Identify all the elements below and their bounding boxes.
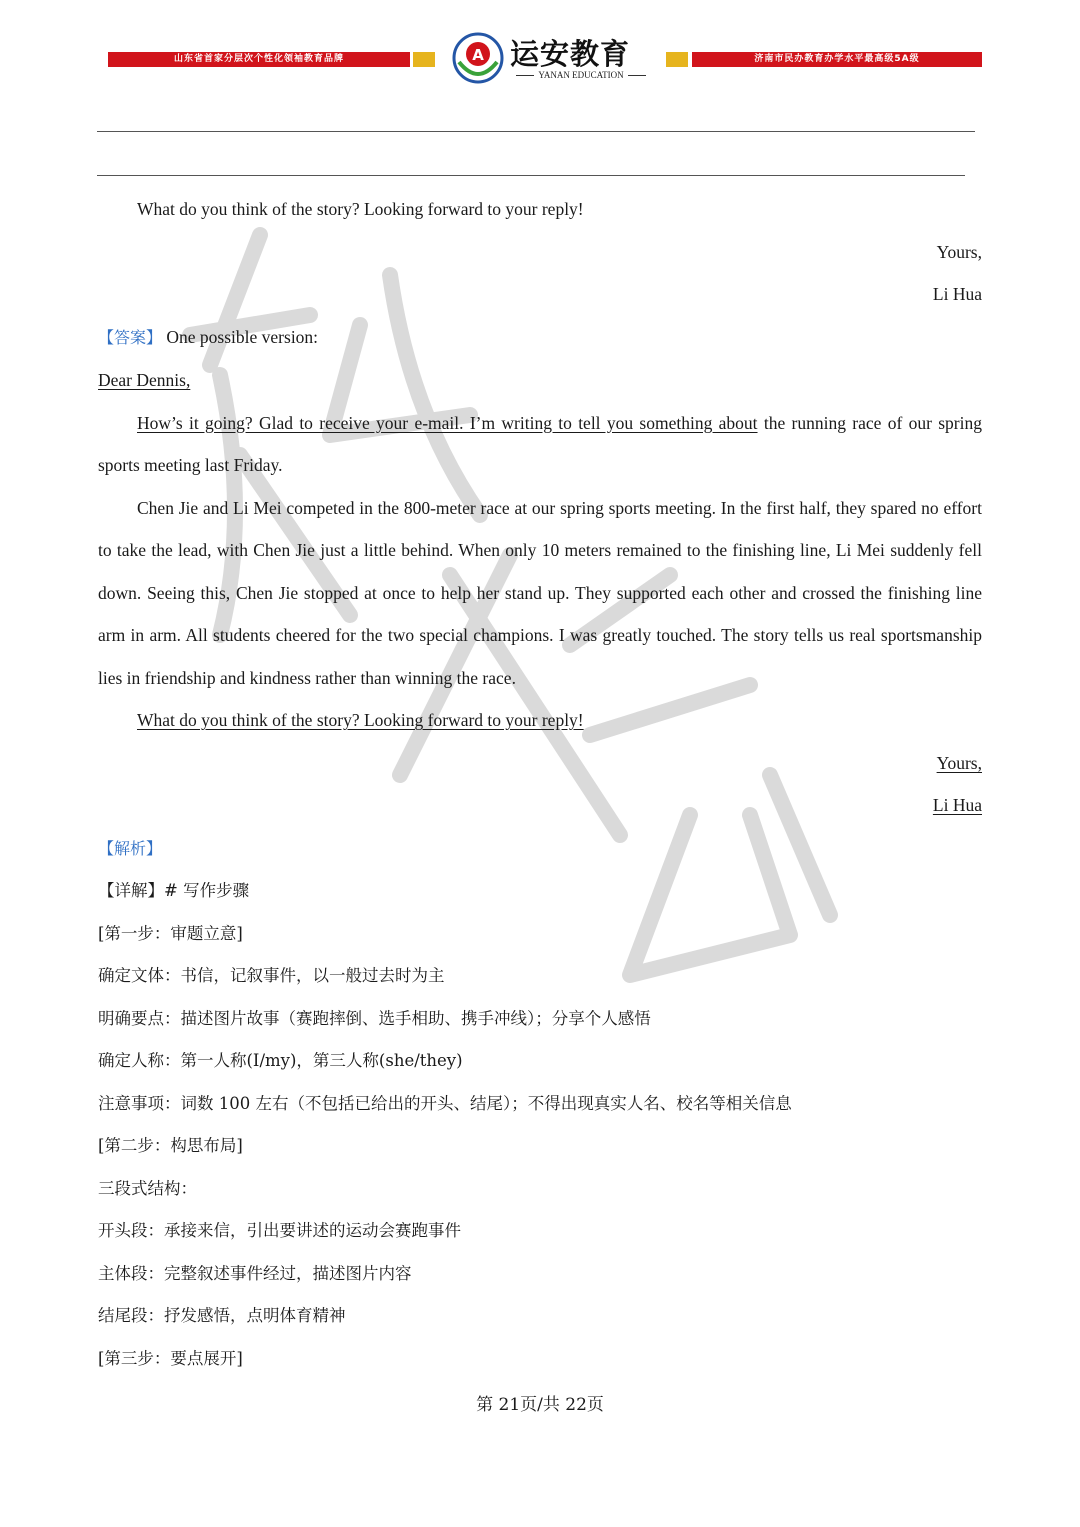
brand-subtitle: YANAN EDUCATION: [508, 70, 654, 80]
analysis-line: [第一步：审题立意]: [98, 923, 243, 943]
analysis-line: 确定文体：书信，记叙事件，以一般过去时为主: [98, 966, 445, 985]
page-number: 第 21页/共 22页: [476, 1395, 604, 1415]
page-header: [0, 0, 1080, 100]
answer-signature: Li Hua: [932, 795, 982, 815]
answer-line-2: [97, 175, 965, 176]
detail-heading: 【详解】# 写作步骤: [98, 881, 250, 900]
answer-paragraph-1-rest: the running race of our spring sports meeting last Friday.: [98, 412, 983, 475]
right-banner: 济南市民办教育办学水平最高级5A级: [692, 52, 982, 67]
logo-letter: A: [472, 46, 484, 64]
answer-paragraph-1-underlined: How’s it going? Glad to receive your e-mail. I’m writing to tell you something about: [137, 412, 758, 433]
analysis-line: 明确要点：描述图片故事（赛跑摔倒、选手相助、携手冲线）；分享个人感悟: [98, 1008, 651, 1028]
letter-yours: Yours,: [936, 241, 982, 262]
answer-line-1: [97, 131, 975, 132]
answer-salutation: Dear Dennis,: [98, 370, 191, 390]
answer-heading: [98, 316, 982, 360]
analysis-line: 主体段：完整叙述事件经过，描述图片内容: [98, 1263, 412, 1283]
analysis-line: 开头段：承接来信，引出要讲述的运动会赛跑事件: [98, 1221, 461, 1240]
answer-paragraph-2: Chen Jie and Li Mei competed in the 800-meter race at our spring sports meeting. In the first half, they spared no effort to take the lead, with Chen Jie just a little behind. When only 10 meters remained to the finishing line, Li Mei suddenly fell down. Seeing this, Chen Jie stopped at once to help her stand up. They supported each other and crossed the finishing line arm in arm. All students cheered for the two special champions. I was greatly touched. The story tells us real sportsmanship lies in friendship and kindness rather than winning the race.: [98, 497, 982, 688]
analysis-line: 确定人称：第一人称(I/my)，第三人称(she/they): [98, 1051, 463, 1070]
page-content: [98, 188, 982, 1380]
analysis-heading: [98, 827, 982, 871]
left-banner: 山东省首家分层次个性化领袖教育品牌: [108, 52, 410, 67]
brand-name: 运安教育: [510, 37, 631, 71]
analysis-line: [第二步：构思布局]: [98, 1136, 243, 1155]
analysis-line: [第三步：要点展开]: [98, 1348, 243, 1368]
letter-closing-question: What do you think of the story? Looking forward to your reply!: [137, 199, 584, 219]
answer-closing: What do you think of the story? Looking forward to your reply!: [137, 710, 584, 730]
analysis-line: 注意事项：词数 100 左右（不包括已给出的开头、结尾）；不得出现真实人名、校名等相关信息: [98, 1093, 792, 1113]
answer-intro: One possible version:: [166, 326, 319, 347]
analysis-line: 三段式结构：: [98, 1178, 197, 1198]
answer-tag: 【答案】: [98, 327, 163, 347]
analysis-tag: 【解析】: [98, 838, 163, 858]
letter-signature: Li Hua: [932, 284, 982, 304]
left-banner-accent: [413, 52, 435, 67]
right-banner-accent: [666, 52, 688, 67]
yanan-logo-icon: [452, 32, 504, 84]
answer-paragraph-1: [98, 402, 982, 487]
answer-yours: Yours,: [936, 752, 982, 773]
analysis-line: 结尾段：抒发感悟，点明体育精神: [98, 1306, 346, 1325]
